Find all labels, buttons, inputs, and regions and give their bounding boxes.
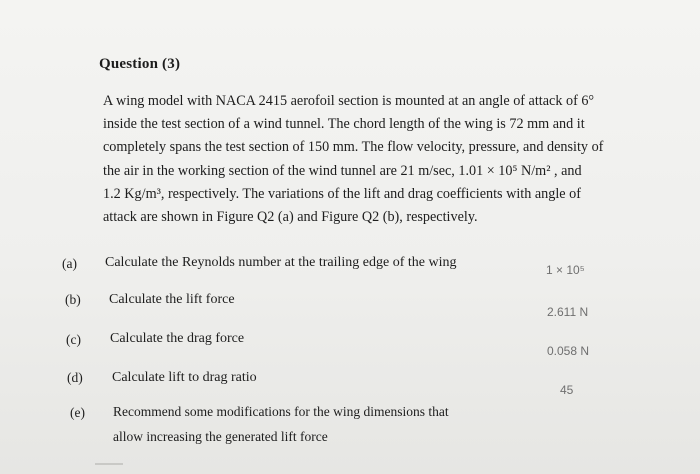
part-e-text-line: allow increasing the generated lift force [113,429,328,444]
statement-line: completely spans the test section of 150 mm. The flow velocity, pressure, and density of [103,139,604,156]
part-c-label: (c) [66,332,81,347]
statement-line: attack are shown in Figure Q2 (a) and Figure Q2 (b), respectively. [103,209,478,226]
part-e-text-line: Recommend some modifications for the wing dimensions that [113,404,449,419]
part-b-text: Calculate the lift force [109,292,235,307]
question-statement [103,90,659,229]
part-d-text: Calculate lift to drag ratio [112,370,257,385]
part-d-label: (d) [67,370,83,385]
part-b-label: (b) [65,292,81,307]
part-e-label: (e) [70,405,85,420]
statement-line: the air in the working section of the wind tunnel are 21 m/sec, 1.01 × 10⁵ N/m² , and [103,162,582,179]
statement-line: inside the test section of a wind tunnel. The chord length of the wing is 72 mm and it [103,116,585,133]
statement-line: A wing model with NACA 2415 aerofoil section is mounted at an angle of attack of 6° [103,93,595,109]
part-a-text: Calculate the Reynolds number at the trailing edge of the wing [105,255,457,270]
part-c-text: Calculate the drag force [110,331,245,346]
page-edge-mark [95,463,123,465]
part-d-answer: 45 [560,383,574,397]
part-b-answer: 2.611 N [547,305,589,319]
statement-line: 1.2 Kg/m³, respectively. The variations of the lift and drag coefficients with angle of [103,185,581,202]
part-a-answer: 1 × 10⁵ [546,263,585,277]
question-title: Question (3) [99,56,181,72]
part-c-answer: 0.058 N [547,344,590,358]
part-a-label: (a) [62,256,77,271]
